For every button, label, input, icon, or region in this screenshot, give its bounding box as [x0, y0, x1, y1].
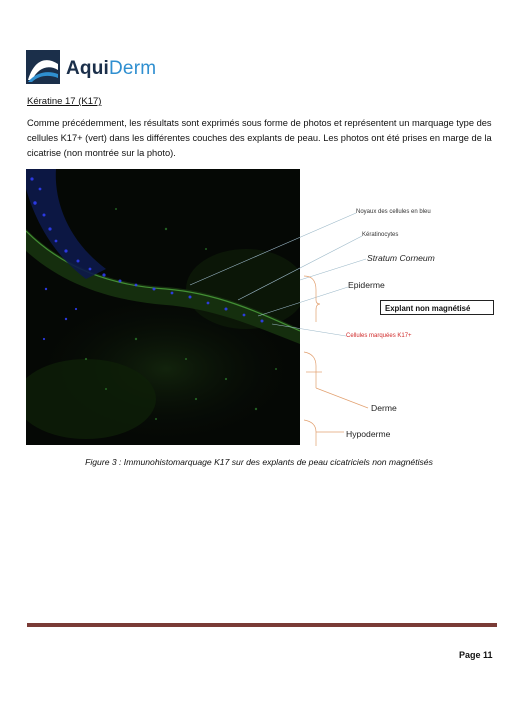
section-title: Kératine 17 (K17)	[27, 96, 102, 107]
logo-text-aqui: Aqui	[66, 58, 110, 79]
annotation-epiderme: Epiderme	[348, 280, 385, 290]
intro-paragraph: Comme précédemment, les résultats sont exprimés sous forme de photos et représentent un marquage type des cellules K17+ (vert) dans les différentes couches des explants de peau. Les photos ont été prises en marge de la cicatrise (non montrée sur la photo).	[27, 118, 492, 158]
annotation-stratum-corneum: Stratum Corneum	[367, 253, 435, 263]
page-number: Page 11	[459, 650, 493, 660]
explant-label-box: Explant non magnétisé	[380, 300, 494, 315]
annotation-derme: Derme	[371, 403, 397, 413]
annotation-nuclei: Noyaux des cellules en bleu	[356, 209, 431, 215]
figure-caption: Figure 3 : Immunohistomarquage K17 sur des explants de peau cicatriciels non magnétisés	[85, 457, 433, 467]
footer-divider	[27, 623, 497, 627]
annotation-hypoderme: Hypoderme	[346, 429, 391, 439]
annotation-marked-cells: Cellules marquées K17+	[346, 333, 412, 339]
logo-text-derm: Derm	[109, 58, 157, 79]
annotation-keratinocytes: Kératinocytes	[362, 232, 399, 238]
